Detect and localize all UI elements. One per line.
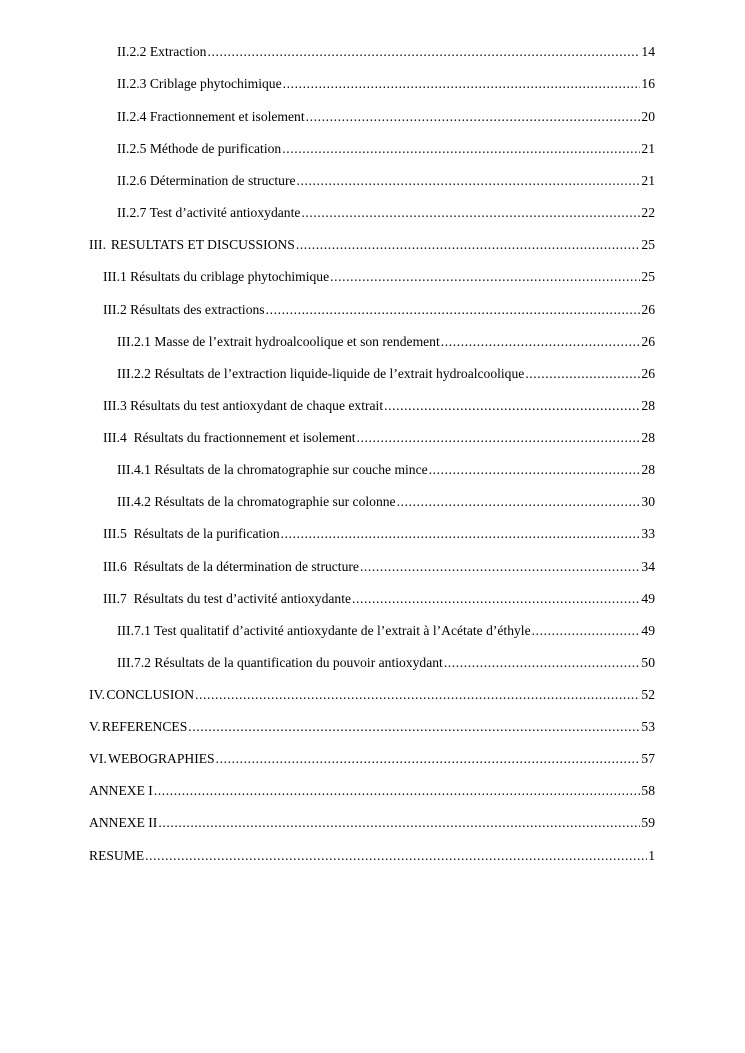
toc-leader-dots [532,621,641,641]
toc-entry[interactable] [117,460,655,480]
toc-entry-chapter[interactable] [89,685,655,705]
toc-page-number: 26 [641,334,655,349]
toc-page-number: 49 [641,623,655,638]
toc-entry-number: V. [89,719,101,734]
toc-entry-chapter[interactable] [89,235,655,255]
toc-entry-title: II.2.6 Détermination de structure [117,173,296,188]
toc-entry[interactable] [89,813,655,833]
toc-page-number: 50 [641,655,655,670]
toc-page-number: 21 [641,141,655,156]
toc-entry-title: II.2.3 Criblage phytochimique [117,76,282,91]
toc-entry[interactable] [89,846,655,866]
toc-leader-dots [357,428,641,448]
toc-entry-title: II.2.7 Test d’activité antioxydante [117,205,301,220]
toc-leader-dots [429,460,641,480]
toc-entry-chapter[interactable] [89,717,655,737]
toc-entry-title: III.7.1 Test qualitatif d’activité antioxydante de l’extrait à l’Acétate d’éthyle [117,623,531,638]
toc-entry-title: III.5 Résultats de la purification [103,526,280,541]
toc-entry-title: II.2.5 Méthode de purification [117,141,282,156]
toc-entry-title: III.7.2 Résultats de la quantification du pouvoir antioxydant [117,655,443,670]
toc-page-number: 58 [641,783,655,798]
toc-page-number: 28 [641,462,655,477]
toc-page-number: 14 [641,44,655,59]
toc-entry[interactable] [117,332,655,352]
toc-page-number: 59 [641,815,655,830]
toc-entry[interactable] [103,589,655,609]
toc-entry[interactable] [117,74,655,94]
toc-leader-dots [158,813,640,833]
toc-page-number: 20 [641,109,655,124]
toc-leader-dots [384,396,640,416]
toc-leader-dots [352,589,640,609]
toc-page-number: 28 [641,398,655,413]
toc-entry[interactable] [89,781,655,801]
toc-page-number: 16 [641,76,655,91]
toc-page-number: 34 [641,559,655,574]
toc-entry-title: CONCLUSION [106,687,195,702]
toc-entry-title: III.7 Résultats du test d’activité antioxydante [103,591,352,606]
toc-page-number: 49 [641,591,655,606]
toc-entry-title: ANNEXE I [89,783,153,798]
toc-entry[interactable] [117,139,655,159]
toc-leader-dots [154,781,641,801]
toc-entry[interactable] [117,42,655,62]
toc-leader-dots [282,139,640,159]
toc-page-number: 33 [641,526,655,541]
toc-leader-dots [330,267,640,287]
toc-page-number: 25 [641,269,655,284]
toc-leader-dots [306,107,641,127]
toc-entry-number: IV. [89,687,105,702]
toc-entry-title: RESULTATS ET DISCUSSIONS [110,237,295,252]
toc-entry[interactable] [103,557,655,577]
toc-entry[interactable] [117,364,655,384]
toc-page-number: 22 [641,205,655,220]
toc-leader-dots [188,717,640,737]
toc-page-number: 1 [648,848,655,863]
toc-page-number: 28 [641,430,655,445]
toc-entry-title: II.2.4 Fractionnement et isolement [117,109,305,124]
toc-entry[interactable] [117,621,655,641]
toc-page-number: 53 [641,719,655,734]
toc-entry-title: III.2.1 Masse de l’extrait hydroalcoolique et son rendement [117,334,440,349]
toc-entry-title: III.1 Résultats du criblage phytochimique [103,269,330,284]
toc-leader-dots [145,846,647,866]
toc-leader-dots [301,203,640,223]
toc-entry-number: VI. [89,751,107,766]
toc-leader-dots [266,300,641,320]
toc-entry[interactable] [103,267,655,287]
toc-entry-title: RESUME [89,848,145,863]
toc-leader-dots [444,653,641,673]
toc-entry[interactable] [103,524,655,544]
toc-page-number: 21 [641,173,655,188]
toc-entry-title: III.4.2 Résultats de la chromatographie sur colonne [117,494,396,509]
toc-leader-dots [296,235,641,255]
toc-entry[interactable] [103,396,655,416]
toc-entry-title: III.2 Résultats des extractions [103,302,265,317]
toc-leader-dots [281,524,641,544]
toc-page-number: 57 [641,751,655,766]
toc-entry-title: III.2.2 Résultats de l’extraction liquide-liquide de l’extrait hydroalcoolique [117,366,525,381]
toc-leader-dots [525,364,640,384]
toc-entry-chapter[interactable] [89,749,655,769]
toc-entry-title: II.2.2 Extraction [117,44,207,59]
toc-page-number: 30 [641,494,655,509]
toc-entry[interactable] [117,203,655,223]
toc-entry-title: III.4.1 Résultats de la chromatographie sur couche mince [117,462,428,477]
toc-leader-dots [216,749,641,769]
toc-entry-title: III.6 Résultats de la détermination de structure [103,559,359,574]
toc-leader-dots [283,74,641,94]
toc-entry[interactable] [103,428,655,448]
toc-leader-dots [441,332,641,352]
toc-page-number: 26 [641,302,655,317]
toc-entry[interactable] [103,300,655,320]
toc-entry-title: WEBOGRAPHIES [108,751,215,766]
toc-entry-number: III. [89,237,106,252]
toc-entry[interactable] [117,653,655,673]
toc-entry-title: REFERENCES [101,719,188,734]
toc-entry-title: III.3 Résultats du test antioxydant de chaque extrait [103,398,384,413]
toc-page-number: 52 [641,687,655,702]
toc-entry-title: ANNEXE II [89,815,158,830]
toc-leader-dots [397,492,641,512]
toc-page-number: 25 [641,237,655,252]
toc-leader-dots [207,42,640,62]
toc-leader-dots [360,557,640,577]
toc-leader-dots [195,685,640,705]
toc-page-number: 26 [641,366,655,381]
toc-leader-dots [297,171,641,191]
toc-entry[interactable] [117,107,655,127]
toc-entry[interactable] [117,171,655,191]
toc-entry-title: III.4 Résultats du fractionnement et isolement [103,430,356,445]
toc-entry[interactable] [117,492,655,512]
